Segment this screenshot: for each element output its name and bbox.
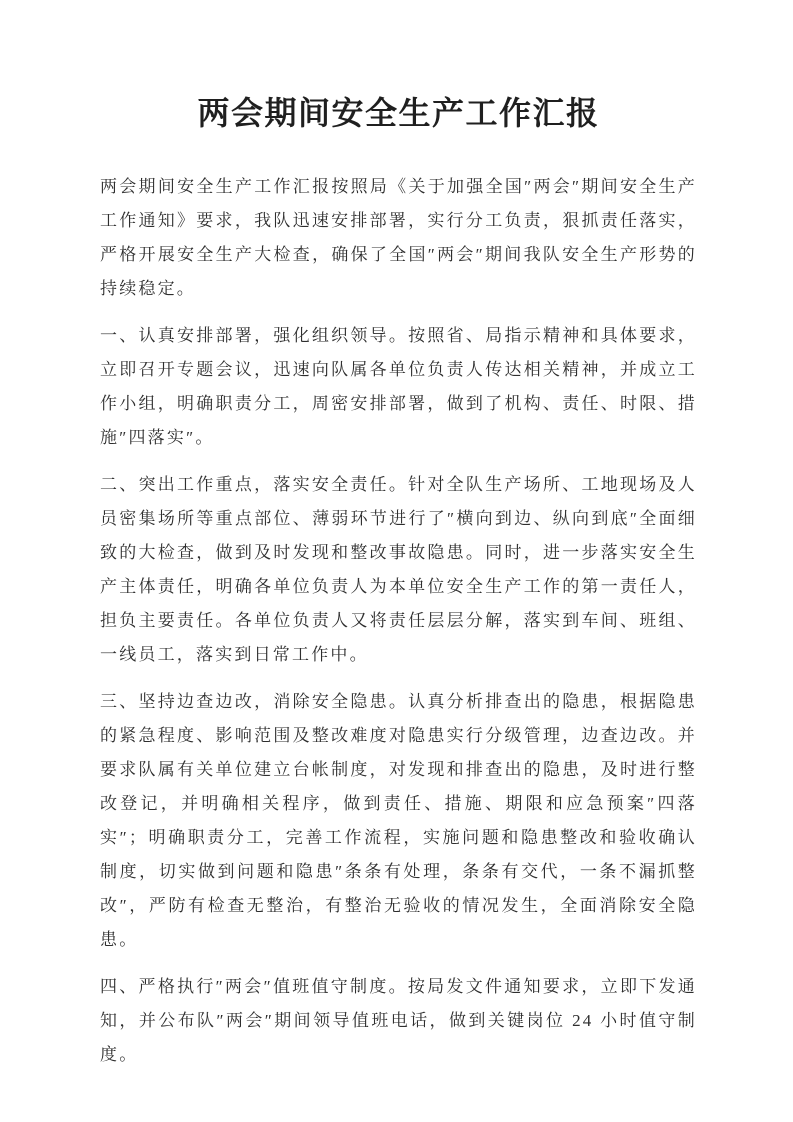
document-title: 两会期间安全生产工作汇报	[197, 95, 600, 131]
paragraph-section-3: 三、坚持边查边改，消除安全隐患。认真分析排查出的隐患，根据隐患的紧急程度、影响范围及整改难度对隐患实行分级管理，边查边改。并要求队属有关单位建立台帐制度，对发现和排查出的隐患，及时进行整改登记，并明确相关程序，做到责任、措施、期限和应急预案″四落实″；明确职责分工，完善工作流程，实施问题和隐患整改和验收确认制度，切实做到问题和隐患″条条有处理，条条有交代，一条不漏抓整改″，严防有检查无整治，有整治无验收的情况发生，全面消除安全隐患。	[100, 692, 697, 950]
paragraph-section-2: 二、突出工作重点，落实安全责任。针对全队生产场所、工地现场及人员密集场所等重点部位、薄弱环节进行了″横向到边、纵向到底″全面细致的大检查，做到及时发现和整改事故隐患。同时，进一步落实安全生产主体责任，明确各单位负责人为本单位安全生产工作的第一责任人，担负主要责任。各单位负责人又将责任层层分解，落实到车间、班组、一线员工，落实到日常工作中。	[100, 475, 697, 665]
paragraph-section-1: 一、认真安排部署，强化组织领导。按照省、局指示精神和具体要求，立即召开专题会议，迅速向队属各单位负责人传达相关精神，并成立工作小组，明确职责分工，周密安排部署，做到了机构、责任、时限、措施″四落实″。	[100, 326, 697, 448]
paragraph-intro: 两会期间安全生产工作汇报按照局《关于加强全国″两会″期间安全生产工作通知》要求，我队迅速安排部署，实行分工负责，狠抓责任落实，严格开展安全生产大检查，确保了全国″两会″期间我队安全生产形势的持续稳定。	[100, 177, 697, 299]
paragraph-section-4: 四、严格执行″两会″值班值守制度。按局发文件通知要求，立即下发通知，并公布队″两会″期间领导值班电话，做到关键岗位 24 小时值守制度。	[100, 977, 697, 1065]
